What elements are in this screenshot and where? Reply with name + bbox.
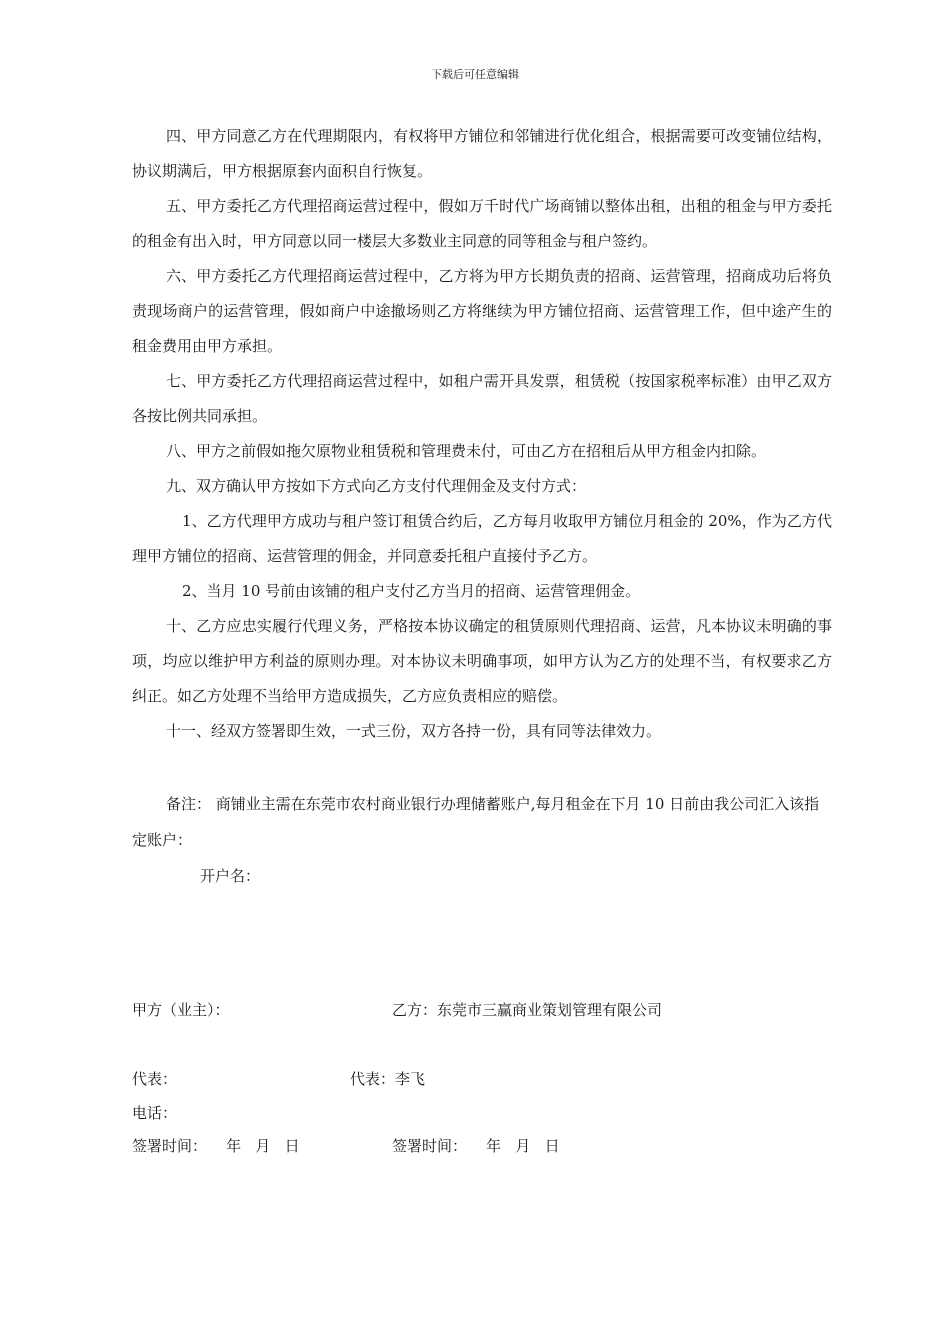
clause-9-item-2: 2、当月 10 号前由该铺的租户支付乙方当月的招商、运营管理佣金。 [182, 582, 641, 600]
clause-6: 六、甲方委托乙方代理招商运营过程中，乙方将为甲方长期负责的招商、运营管理，招商成功后将负责现场商户的运营管理，假如商户中途撤场则乙方将继续为甲方铺位招商、运营管理工作，但中途产生的租金费用由甲方承担。 [132, 267, 832, 355]
clause-9: 九、双方确认甲方按如下方式向乙方支付代理佣金及支付方式： [166, 477, 587, 495]
contract-clauses [132, 119, 832, 749]
account-name-label: 开户名： [200, 867, 261, 885]
rep-a-label: 代表： [132, 1070, 178, 1088]
phone-label: 电话： [132, 1104, 178, 1122]
party-b-label: 乙方：东莞市三赢商业策划管理有限公司 [392, 1001, 663, 1019]
clause-10: 十、乙方应忠实履行代理义务，严格按本协议确定的租赁原则代理招商、运营，凡本协议未明确的事项，均应以维护甲方利益的原则办理。对本协议未明确事项，如甲方认为乙方的处理不当，有权要求乙方纠正。如乙方处理不当给甲方造成损失，乙方应负责相应的赔偿。 [132, 617, 832, 705]
remark-section [132, 786, 832, 894]
remark-text: 备注： 商铺业主需在东莞市农村商业银行办理储蓄账户,每月租金在下月 10 日前由我公司汇入该指定账户： [132, 795, 820, 849]
clause-7: 七、甲方委托乙方代理招商运营过程中，如租户需开具发票，租赁税（按国家税率标准）由甲乙双方各按比例共同承担。 [132, 372, 832, 425]
clause-5: 五、甲方委托乙方代理招商运营过程中，假如万千时代广场商铺以整体出租，出租的租金与甲方委托的租金有出入时，甲方同意以同一楼层大多数业主同意的同等租金与租户签约。 [132, 197, 832, 250]
party-a-label: 甲方（业主）： [132, 1001, 230, 1019]
rep-b-label: 代表：李飞 [350, 1070, 426, 1088]
clause-8: 八、甲方之前假如拖欠原物业租赁税和管理费未付，可由乙方在招租后从甲方租金内扣除。 [166, 442, 767, 460]
date-a-label: 签署时间： 年 月 日 [132, 1137, 300, 1155]
clause-9-item-1: 1、乙方代理甲方成功与租户签订租赁合约后，乙方每月收取甲方铺位月租金的 20%，作为乙方代理甲方铺位的招商、运营管理的佣金，并同意委托租户直接付予乙方。 [132, 512, 832, 565]
date-b-label: 签署时间： 年 月 日 [392, 1137, 560, 1155]
header-note: 下载后可任意编辑 [431, 68, 519, 81]
clause-4: 四、甲方同意乙方在代理期限内，有权将甲方铺位和邻铺进行优化组合，根据需要可改变铺位结构，协议期满后，甲方根据原套内面积自行恢复。 [132, 127, 832, 180]
clause-11: 十一、经双方签署即生效，一式三份，双方各持一份，具有同等法律效力。 [166, 722, 662, 740]
